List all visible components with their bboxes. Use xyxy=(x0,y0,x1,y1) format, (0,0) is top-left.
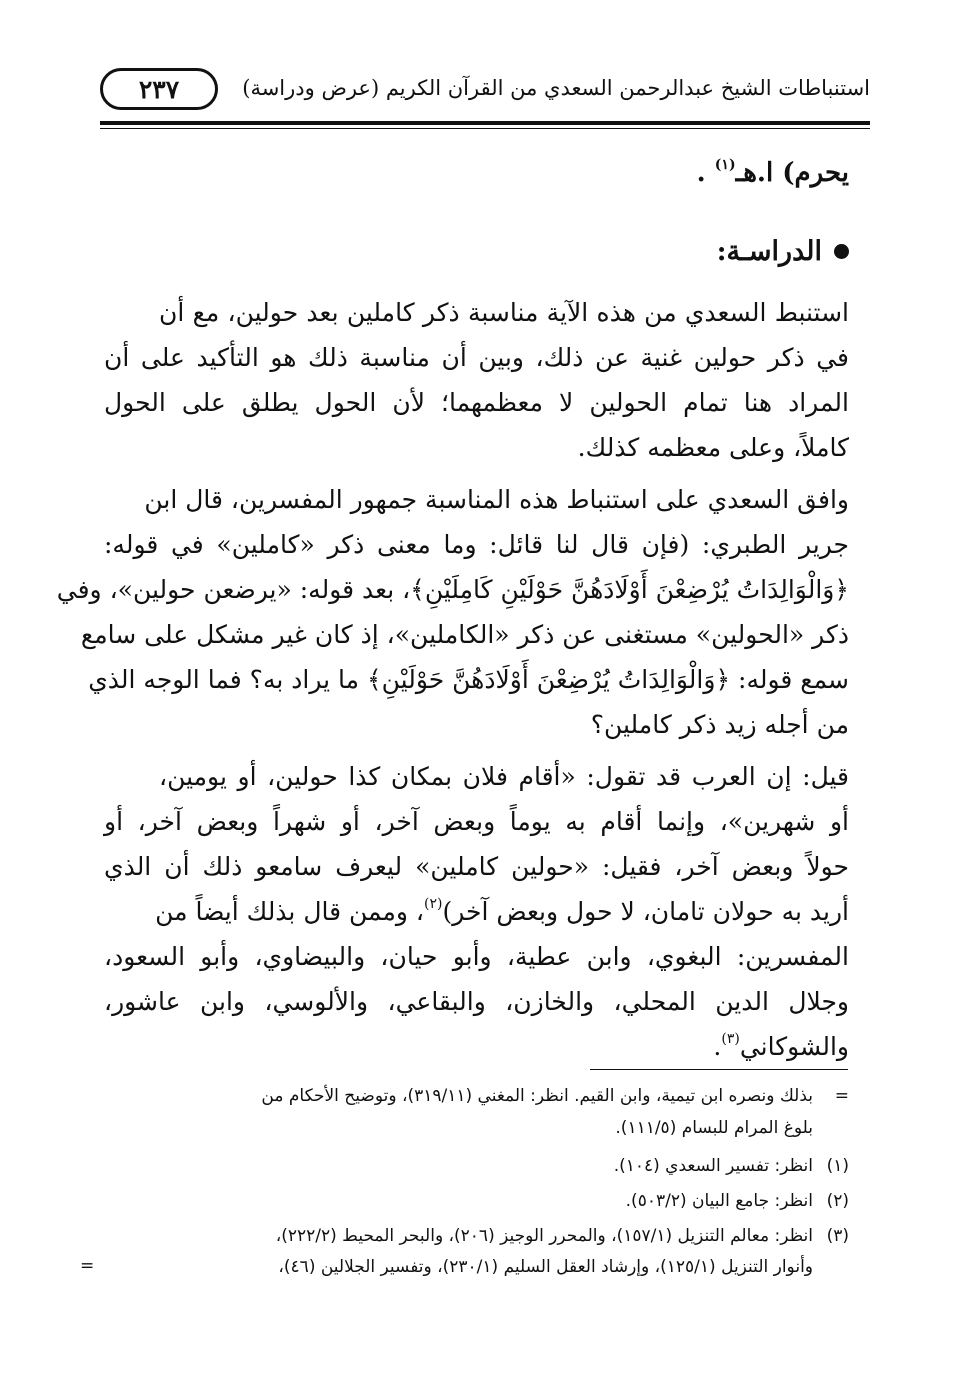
header-rule-thick xyxy=(100,121,870,125)
footnote-item: (٣)انظر: معالم التنزيل (١٥٧/١)، والمحرر الوجيز (٢٠٦)، والبحر المحيط (٢٢٢/٢)، xyxy=(275,1226,849,1246)
footnote-separator xyxy=(590,1069,848,1070)
footnote-ref-2: (٢) xyxy=(423,896,443,912)
paragraph3-line: المفسرين: البغوي، وابن عطية، وأبو حيان، والبيضاوي، وأبو السعود، xyxy=(104,942,849,971)
footnote-trailing-marker: = xyxy=(80,1256,95,1276)
footnote-item: (٢)انظر: جامع البيان (٥٠٣/٢). xyxy=(625,1191,849,1211)
continuation-marker: = xyxy=(834,1086,849,1106)
bullet-icon xyxy=(834,244,849,259)
continued-text-line xyxy=(104,158,849,188)
page-number-badge: ٢٣٧ xyxy=(100,68,218,110)
footnote-continuation: بلوغ المرام للبسام (١١١/٥). xyxy=(615,1118,813,1138)
paragraph2-line: ذكر «الحولين» مستغنى عن ذكر «الكاملين»، إذ كان غير مشكل على سامع xyxy=(80,620,849,649)
footnote-ref-3: (٣) xyxy=(721,1031,740,1047)
paragraph1-line: في ذكر حولين غنية عن ذلك، وبين أن مناسبة ذلك هو التأكيد على أن xyxy=(104,343,849,372)
paragraph1-line: كاملاً، وعلى معظمه كذلك. xyxy=(577,433,849,462)
footnote-ref-1: (١) xyxy=(714,157,736,173)
header-rule-thin xyxy=(100,128,870,129)
continued-text-end: . xyxy=(696,158,706,188)
footnote-marker: (٢) xyxy=(826,1191,849,1211)
paragraph3-line: والشوكاني$^{(٣)}$. xyxy=(713,1031,849,1061)
paragraph2-quran-line: ﴿وَالْوَالِدَاتُ يُرْضِعْنَ أَوْلَادَهُنَّ حَوْلَيْنِ كَامِلَيْنِ﴾، بعد قوله: «يرضعن حولين»، وفي xyxy=(56,575,849,604)
header-title: استنباطات الشيخ عبدالرحمن السعدي من القرآن الكريم (عرض ودراسة) xyxy=(242,76,870,100)
footnote-item: (١)انظر: تفسير السعدي (١٠٤). xyxy=(613,1156,849,1176)
paragraph3-line: أريد به حولان تامان، لا حول وبعض آخر)$^{(٢)}$، وممن قال بذلك أيضاً من xyxy=(155,896,849,926)
paragraph3-line: حولاً وبعض آخر، فقيل: «حولين كاملين» ليعرف سامعو ذلك أن الذي xyxy=(104,852,849,881)
paragraph1-line: استنبط السعدي من هذه الآية مناسبة ذكر كاملين بعد حولين، مع أن xyxy=(159,298,849,327)
section-heading xyxy=(717,236,849,267)
paragraph3-line: قيل: إن العرب قد تقول: «أقام فلان بمكان كذا حولين، أو يومين، xyxy=(159,762,849,791)
paragraph2-line: وافق السعدي على استنباط هذه المناسبة جمهور المفسرين، قال ابن xyxy=(144,485,849,514)
continued-text: يحرم) ا.هـ xyxy=(735,158,849,188)
paragraph3-line: وجلال الدين المحلي، والخازن، والبقاعي، والألوسي، وابن عاشور، xyxy=(104,987,849,1016)
footnote-marker: (١) xyxy=(826,1156,849,1176)
footnote-item-continued: وأنوار التنزيل (١٢٥/١)، وإرشاد العقل السليم (٢٣٠/١)، وتفسير الجلالين (٤٦)، xyxy=(278,1257,813,1277)
section-title: الدراسـة: xyxy=(716,236,822,267)
footnote-continuation: =بذلك ونصره ابن تيمية، وابن القيم. انظر: المغني (٣١٩/١١)، وتوضيح الأحكام من xyxy=(261,1086,849,1106)
paragraph3-line: أو شهرين»، وإنما أقام به يوماً وبعض آخر، أو شهراً وبعض آخر، أو xyxy=(104,807,849,836)
footnote-marker: (٣) xyxy=(826,1226,849,1246)
paragraph2-line: جرير الطبري: (فإن قال لنا قائل: وما معنى ذكر «كاملين» في قوله: xyxy=(104,530,849,559)
running-header xyxy=(100,68,870,120)
paragraph2-quran-line: سمع قوله: ﴿وَالْوَالِدَاتُ يُرْضِعْنَ أَوْلَادَهُنَّ حَوْلَيْنِ﴾ ما يراد به؟ فما الوجه الذي xyxy=(88,665,849,694)
paragraph2-line: من أجله زيد ذكر كاملين؟ xyxy=(590,710,849,739)
paragraph1-line: المراد هنا تمام الحولين لا معظمهما؛ لأن الحول يطلق على الحول xyxy=(104,388,849,417)
